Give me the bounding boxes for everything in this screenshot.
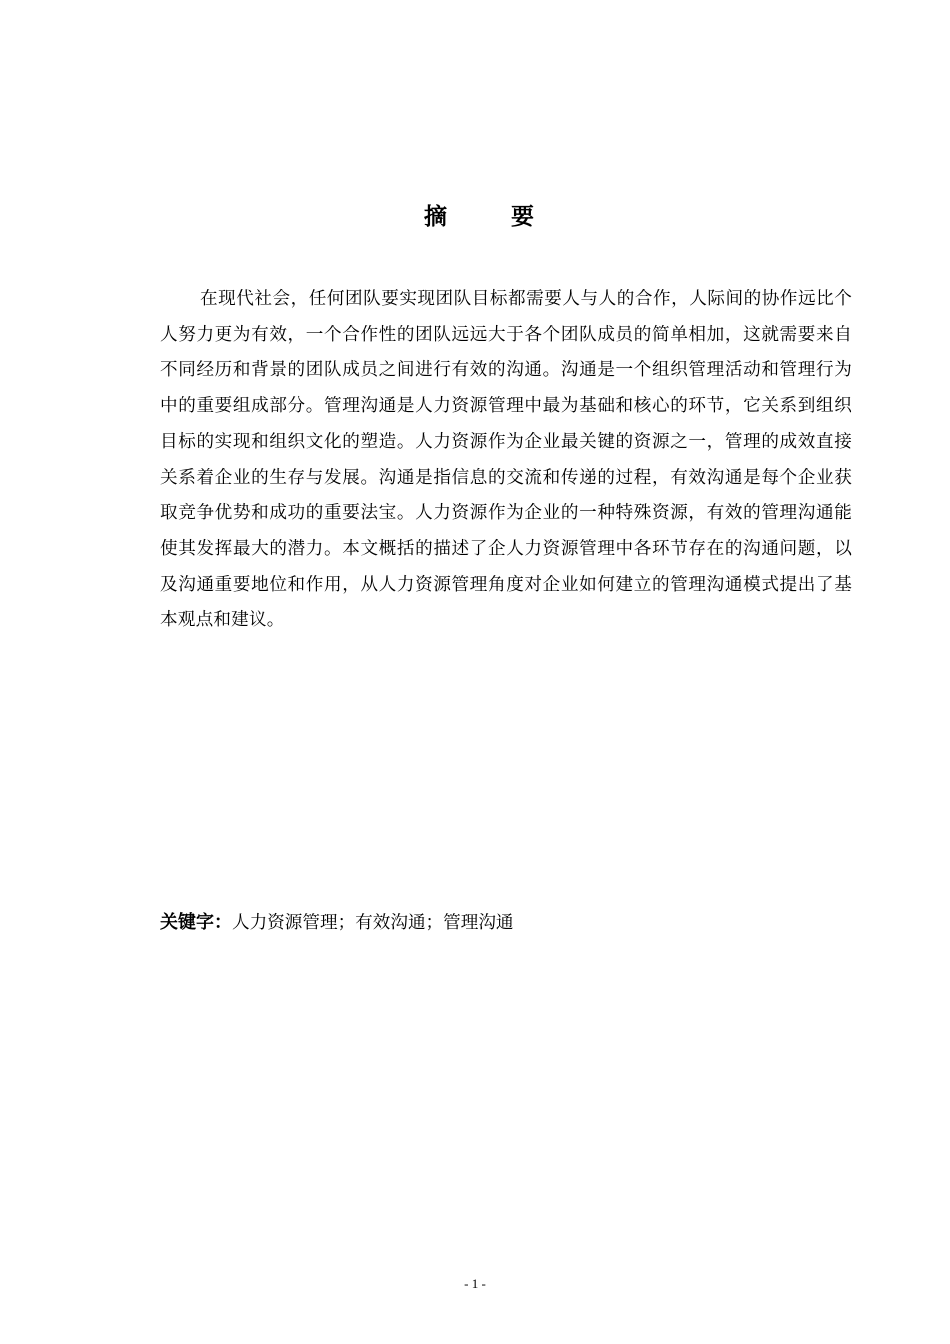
page-title: 摘 要 xyxy=(423,204,562,230)
keywords-label: 关键字： xyxy=(160,912,232,933)
abstract-paragraph: 在现代社会，任何团队要实现团队目标都需要人与人的合作，人际间的协作远比个人努力更为有效，一个合作性的团队远远大于各个团队成员的简单相加，这就需要来自不同经历和背景的团队成员之间进行有效的沟通。沟通是一个组织管理活动和管理行为中的重要组成部分。管理沟通是人力资源管理中最为基础和核心的环节，它关系到组织目标的实现和组织文化的塑造。人力资源作为企业最关键的资源之一，管理的成效直接关系着企业的生存与发展。沟通是指信息的交流和传递的过程，有效沟通是每个企业获取竞争优势和成功的重要法宝。人力资源作为企业的一种特殊资源，有效的管理沟通能使其发挥最大的潜力。本文概括的描述了企人力资源管理中各环节存在的沟通问题，以及沟通重要地位和作用，从人力资源管理角度对企业如何建立的管理沟通模式提出了基本观点和建议。 xyxy=(160,289,852,631)
page-number: - 1 - xyxy=(464,1276,486,1291)
keywords-line xyxy=(160,908,514,934)
keywords-value: 人力资源管理；有效沟通；管理沟通 xyxy=(232,913,514,933)
